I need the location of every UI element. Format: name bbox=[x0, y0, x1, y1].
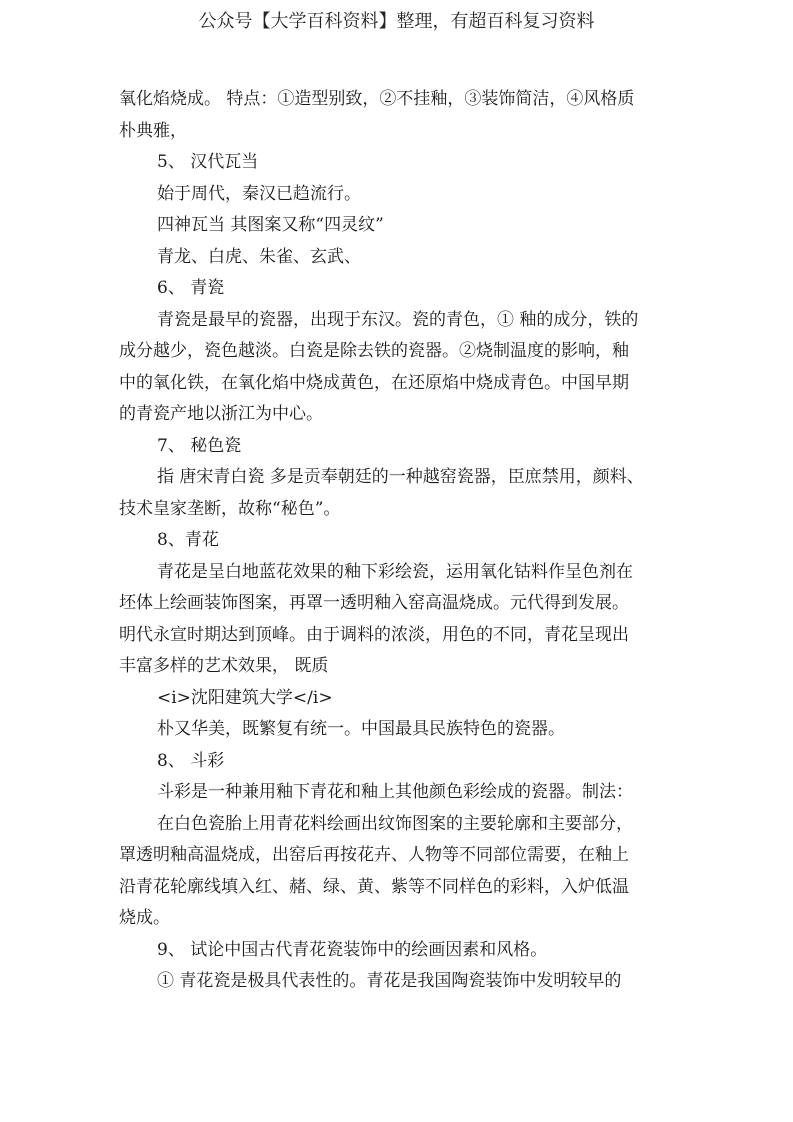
text-line: 烧成。 bbox=[119, 908, 170, 928]
text-line: 明代永宣时期达到顶峰。由于调料的浓淡，用色的不同，青花呈现出 bbox=[119, 624, 629, 645]
text-line: 成分越少，瓷色越淡。白瓷是除去铁的瓷器。②烧制温度的影响，釉 bbox=[119, 341, 629, 361]
text-line: 罩透明釉高温烧成，出窑后再按花卉、人物等不同部位需要，在釉上 bbox=[119, 845, 629, 865]
section-heading-8-doucai: 8、 斗彩 bbox=[157, 750, 225, 771]
text-line: 指 唐宋青白瓷 多是贡奉朝廷的一种越窑瓷器，臣庶禁用，颜料、 bbox=[157, 467, 644, 487]
text-line: 在白色瓷胎上用青花料绘画出纹饰图案的主要轮廓和主要部分， bbox=[157, 813, 633, 834]
page-header-title: 公众号【大学百科资料】整理，有超百科复习资料 bbox=[198, 11, 595, 32]
text-line: 的青瓷产地以浙江为中心。 bbox=[119, 404, 323, 424]
text-line: 始于周代，秦汉已趋流行。 bbox=[157, 183, 361, 204]
text-line: 中的氧化铁，在氧化焰中烧成黄色，在还原焰中烧成青色。中国早期 bbox=[119, 372, 629, 393]
text-line: 朴典雅， bbox=[119, 120, 187, 141]
section-heading-5: 5、 汉代瓦当 bbox=[157, 152, 259, 172]
text-line: 四神瓦当 其图案又称“四灵纹” bbox=[157, 215, 384, 235]
watermark-text-line: <i>沈阳建筑大学</i> bbox=[157, 687, 333, 708]
text-line: ① 青花瓷是极具代表性的。青花是我国陶瓷装饰中发明较早的 bbox=[157, 971, 622, 991]
document-body bbox=[119, 84, 679, 998]
text-line: 朴又华美，既繁复有统一。中国最具民族特色的瓷器。 bbox=[157, 719, 565, 739]
text-line: 斗彩是一种兼用釉下青花和釉上其他颜色彩绘成的瓷器。制法： bbox=[157, 782, 633, 802]
text-line: 坯体上绘画装饰图案，再罩一透明釉入窑高温烧成。元代得到发展。 bbox=[119, 593, 629, 613]
section-heading-8-qinghua: 8、青花 bbox=[157, 530, 219, 550]
section-heading-6: 6、 青瓷 bbox=[157, 278, 225, 298]
section-heading-9: 9、 试论中国古代青花瓷装饰中的绘画因素和风格。 bbox=[157, 939, 548, 960]
text-line: 丰富多样的艺术效果， 既质 bbox=[119, 656, 329, 676]
text-line: 青瓷是最早的瓷器，出现于东汉。瓷的青色，① 釉的成分，铁的 bbox=[157, 309, 639, 330]
section-heading-7: 7、 秘色瓷 bbox=[157, 435, 242, 456]
text-line: 技术皇家垄断，故称“秘色”。 bbox=[119, 498, 341, 519]
text-line: 氧化焰烧成。 特点：①造型别致，②不挂釉，③装饰简洁，④风格质 bbox=[119, 89, 635, 109]
text-line: 青花是呈白地蓝花效果的釉下彩绘瓷，运用氧化钴料作呈色剂在 bbox=[157, 561, 633, 582]
text-line: 沿青花轮廓线填入红、赭、绿、黄、紫等不同样色的彩料，入炉低温 bbox=[119, 876, 629, 897]
text-line: 青龙、白虎、朱雀、玄武、 bbox=[157, 246, 361, 267]
